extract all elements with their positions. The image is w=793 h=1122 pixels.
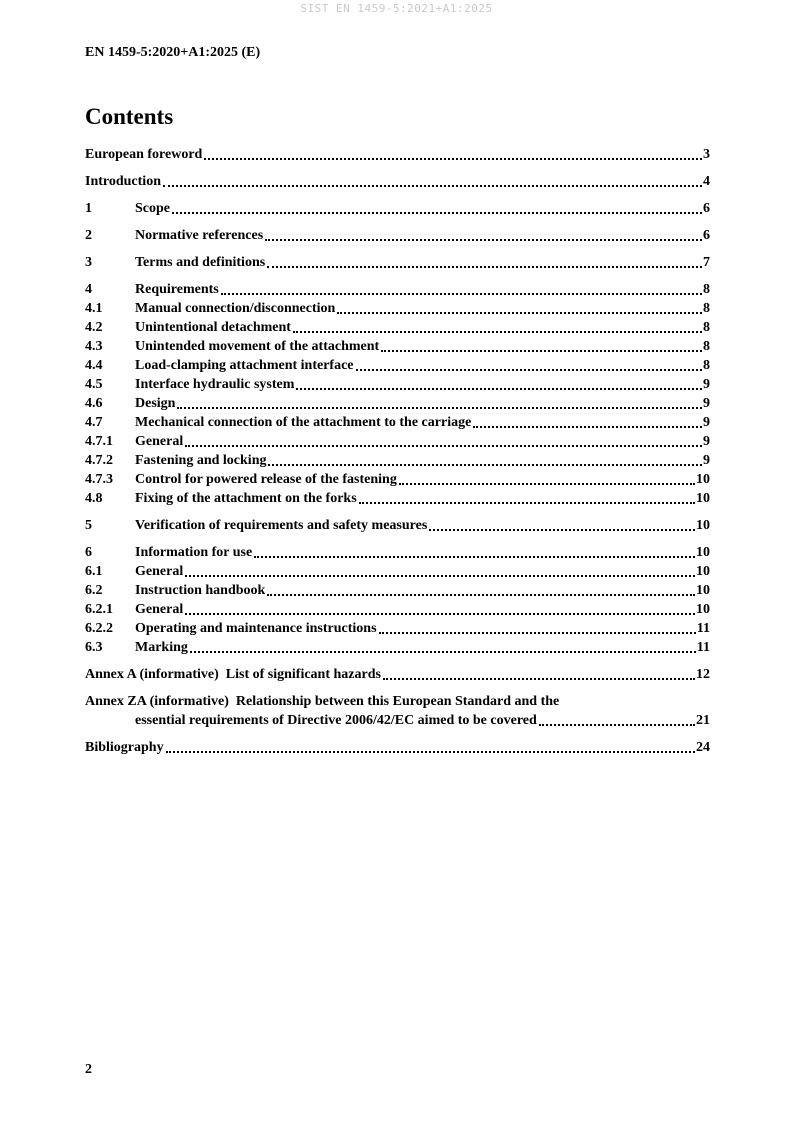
toc-entry xyxy=(85,517,710,534)
toc-entry-number: 3 xyxy=(85,255,92,270)
toc-entry xyxy=(85,544,710,561)
toc-entry-number: 6.3 xyxy=(85,640,103,655)
toc-entry xyxy=(85,693,710,710)
document-id: EN 1459-5:2020+A1:2025 (E) xyxy=(85,45,261,60)
toc-entry-label: European foreword xyxy=(85,147,203,162)
toc-entry-page: 10 xyxy=(696,545,710,560)
toc-entry xyxy=(85,433,710,450)
toc-entry-number: 4.7.2 xyxy=(85,453,113,468)
toc-entry-number: 4.4 xyxy=(85,358,103,373)
toc-entry-label: General xyxy=(135,602,184,617)
toc-entry-number: 2 xyxy=(85,228,92,243)
toc-leader-dots xyxy=(356,369,702,371)
toc-entry xyxy=(85,582,710,599)
toc-leader-dots xyxy=(359,502,695,504)
toc-leader-dots xyxy=(381,350,702,352)
toc-entry-label: Marking xyxy=(135,640,188,655)
toc-entry-page: 3 xyxy=(703,147,710,162)
toc-entry-page: 9 xyxy=(703,415,710,430)
toc-leader-dots xyxy=(221,293,702,295)
toc-entry xyxy=(85,173,710,190)
toc-entry-label: Interface hydraulic system xyxy=(135,377,295,392)
toc-leader-dots xyxy=(163,185,702,187)
toc-entry-number: 4.5 xyxy=(85,377,103,392)
toc-entry-number: 6.2 xyxy=(85,583,103,598)
toc-entry xyxy=(85,395,710,412)
toc-entry-label: Annex ZA (informative) Relationship between this European Standard and the xyxy=(85,694,560,709)
toc-entry-number: 4.8 xyxy=(85,491,103,506)
toc-entry-page: 9 xyxy=(703,377,710,392)
toc-entry-number: 4.6 xyxy=(85,396,103,411)
toc-entry xyxy=(85,376,710,393)
toc-entry-page: 10 xyxy=(696,583,710,598)
toc-leader-dots xyxy=(172,212,702,214)
toc-entry-page: 6 xyxy=(703,228,710,243)
toc-entry xyxy=(85,414,710,431)
toc-entry-label: Design xyxy=(135,396,176,411)
toc-leader-dots xyxy=(293,331,702,333)
toc-leader-dots xyxy=(166,751,695,753)
toc-entry xyxy=(85,146,710,163)
table-of-contents xyxy=(85,103,710,756)
toc-entry-label: Information for use xyxy=(135,545,253,560)
toc-leader-dots xyxy=(267,594,695,596)
toc-entry-number: 4 xyxy=(85,282,92,297)
toc-leader-dots xyxy=(379,632,696,634)
toc-entry xyxy=(85,639,710,656)
toc-entry xyxy=(85,712,710,729)
toc-entry-page: 8 xyxy=(703,301,710,316)
toc-entry xyxy=(85,471,710,488)
toc-entry-page: 10 xyxy=(696,602,710,617)
toc-entry xyxy=(85,227,710,244)
toc-entry-label: Instruction handbook xyxy=(135,583,266,598)
toc-entry-number: 4.7 xyxy=(85,415,103,430)
toc-entry-page: 24 xyxy=(696,740,710,755)
toc-entry-number: 4.1 xyxy=(85,301,103,316)
toc-leader-dots xyxy=(296,388,702,390)
toc-entry xyxy=(85,563,710,580)
toc-entry-page: 10 xyxy=(696,472,710,487)
toc-entry-number: 4.7.1 xyxy=(85,434,113,449)
toc-entry-label: Requirements xyxy=(135,282,219,297)
toc-entry-page: 7 xyxy=(703,255,710,270)
toc-entry-label: General xyxy=(135,434,184,449)
toc-entry-label: Load-clamping attachment interface xyxy=(135,358,354,373)
toc-entry-page: 11 xyxy=(696,621,710,636)
toc-entry-label: essential requirements of Directive 2006/42/EC aimed to be covered xyxy=(135,713,537,728)
toc-entry xyxy=(85,200,710,217)
toc-entry-label: Normative references xyxy=(135,228,264,243)
toc-entry xyxy=(85,254,710,271)
toc-entry-label: Control for powered release of the fastening xyxy=(135,472,397,487)
toc-leader-dots xyxy=(185,613,695,615)
toc-entry-label: Annex A (informative) List of significant hazards xyxy=(85,667,381,682)
toc-entry xyxy=(85,300,710,317)
toc-entry-page: 10 xyxy=(696,491,710,506)
toc-entry xyxy=(85,319,710,336)
toc-entry-page: 6 xyxy=(703,201,710,216)
toc-entry xyxy=(85,452,710,469)
toc-entry-label: General xyxy=(135,564,184,579)
toc-entry xyxy=(85,739,710,756)
page-number: 2 xyxy=(85,1062,92,1077)
toc-leader-dots xyxy=(177,407,702,409)
toc-entry-page: 8 xyxy=(703,320,710,335)
toc-entry-number: 4.3 xyxy=(85,339,103,354)
toc-leader-dots xyxy=(429,529,695,531)
toc-entry xyxy=(85,620,710,637)
toc-leader-dots xyxy=(185,445,702,447)
toc-entry-page: 4 xyxy=(703,174,710,189)
toc-leader-dots xyxy=(539,724,695,726)
toc-entry-page: 10 xyxy=(696,518,710,533)
toc-leader-dots xyxy=(265,239,702,241)
toc-entry-label: Scope xyxy=(135,201,170,216)
watermark-text: SIST EN 1459-5:2021+A1:2025 xyxy=(300,2,493,15)
toc-entry-page: 8 xyxy=(703,339,710,354)
toc-entry-page: 12 xyxy=(696,667,710,682)
toc-leader-dots xyxy=(185,575,695,577)
toc-entry-number: 6.2.2 xyxy=(85,621,113,636)
toc-entry-label: Bibliography xyxy=(85,740,164,755)
toc-entry-number: 6.2.1 xyxy=(85,602,113,617)
toc-entry-page: 9 xyxy=(703,434,710,449)
toc-entry-page: 11 xyxy=(696,640,710,655)
toc-entry-number: 1 xyxy=(85,201,92,216)
toc-entry xyxy=(85,357,710,374)
toc-entry-page: 8 xyxy=(703,282,710,297)
toc-entry-page: 21 xyxy=(696,713,710,728)
toc-leader-dots xyxy=(383,678,695,680)
toc-entry xyxy=(85,601,710,618)
toc-entry-number: 6 xyxy=(85,545,92,560)
toc-leader-dots xyxy=(254,556,695,558)
toc-list xyxy=(85,146,710,756)
toc-entry-label: Operating and maintenance instructions xyxy=(135,621,377,636)
toc-leader-dots xyxy=(204,158,702,160)
toc-entry-label: Fixing of the attachment on the forks xyxy=(135,491,357,506)
contents-title: Contents xyxy=(85,104,174,129)
toc-entry-page: 8 xyxy=(703,358,710,373)
toc-entry xyxy=(85,338,710,355)
toc-leader-dots xyxy=(268,464,702,466)
toc-entry-page: 9 xyxy=(703,453,710,468)
toc-leader-dots xyxy=(473,426,702,428)
toc-leader-dots xyxy=(190,651,696,653)
toc-entry-page: 9 xyxy=(703,396,710,411)
toc-entry xyxy=(85,666,710,683)
toc-entry-label: Mechanical connection of the attachment to the carriage xyxy=(135,415,472,430)
toc-entry-label: Introduction xyxy=(85,174,161,189)
toc-leader-dots xyxy=(399,483,695,485)
toc-entry-number: 4.7.3 xyxy=(85,472,113,487)
toc-entry-label: Manual connection/disconnection xyxy=(135,301,336,316)
toc-entry-label: Terms and definitions xyxy=(135,255,266,270)
toc-entry-label: Verification of requirements and safety measures xyxy=(135,518,428,533)
toc-entry-number: 5 xyxy=(85,518,92,533)
toc-entry-number: 4.2 xyxy=(85,320,103,335)
toc-leader-dots xyxy=(337,312,702,314)
toc-entry-label: Fastening and locking xyxy=(135,453,267,468)
toc-entry-number: 6.1 xyxy=(85,564,103,579)
toc-leader-dots xyxy=(267,266,702,268)
toc-entry-label: Unintentional detachment xyxy=(135,320,291,335)
toc-entry-page: 10 xyxy=(696,564,710,579)
toc-entry-label: Unintended movement of the attachment xyxy=(135,339,380,354)
toc-entry xyxy=(85,281,710,298)
toc-entry xyxy=(85,490,710,507)
